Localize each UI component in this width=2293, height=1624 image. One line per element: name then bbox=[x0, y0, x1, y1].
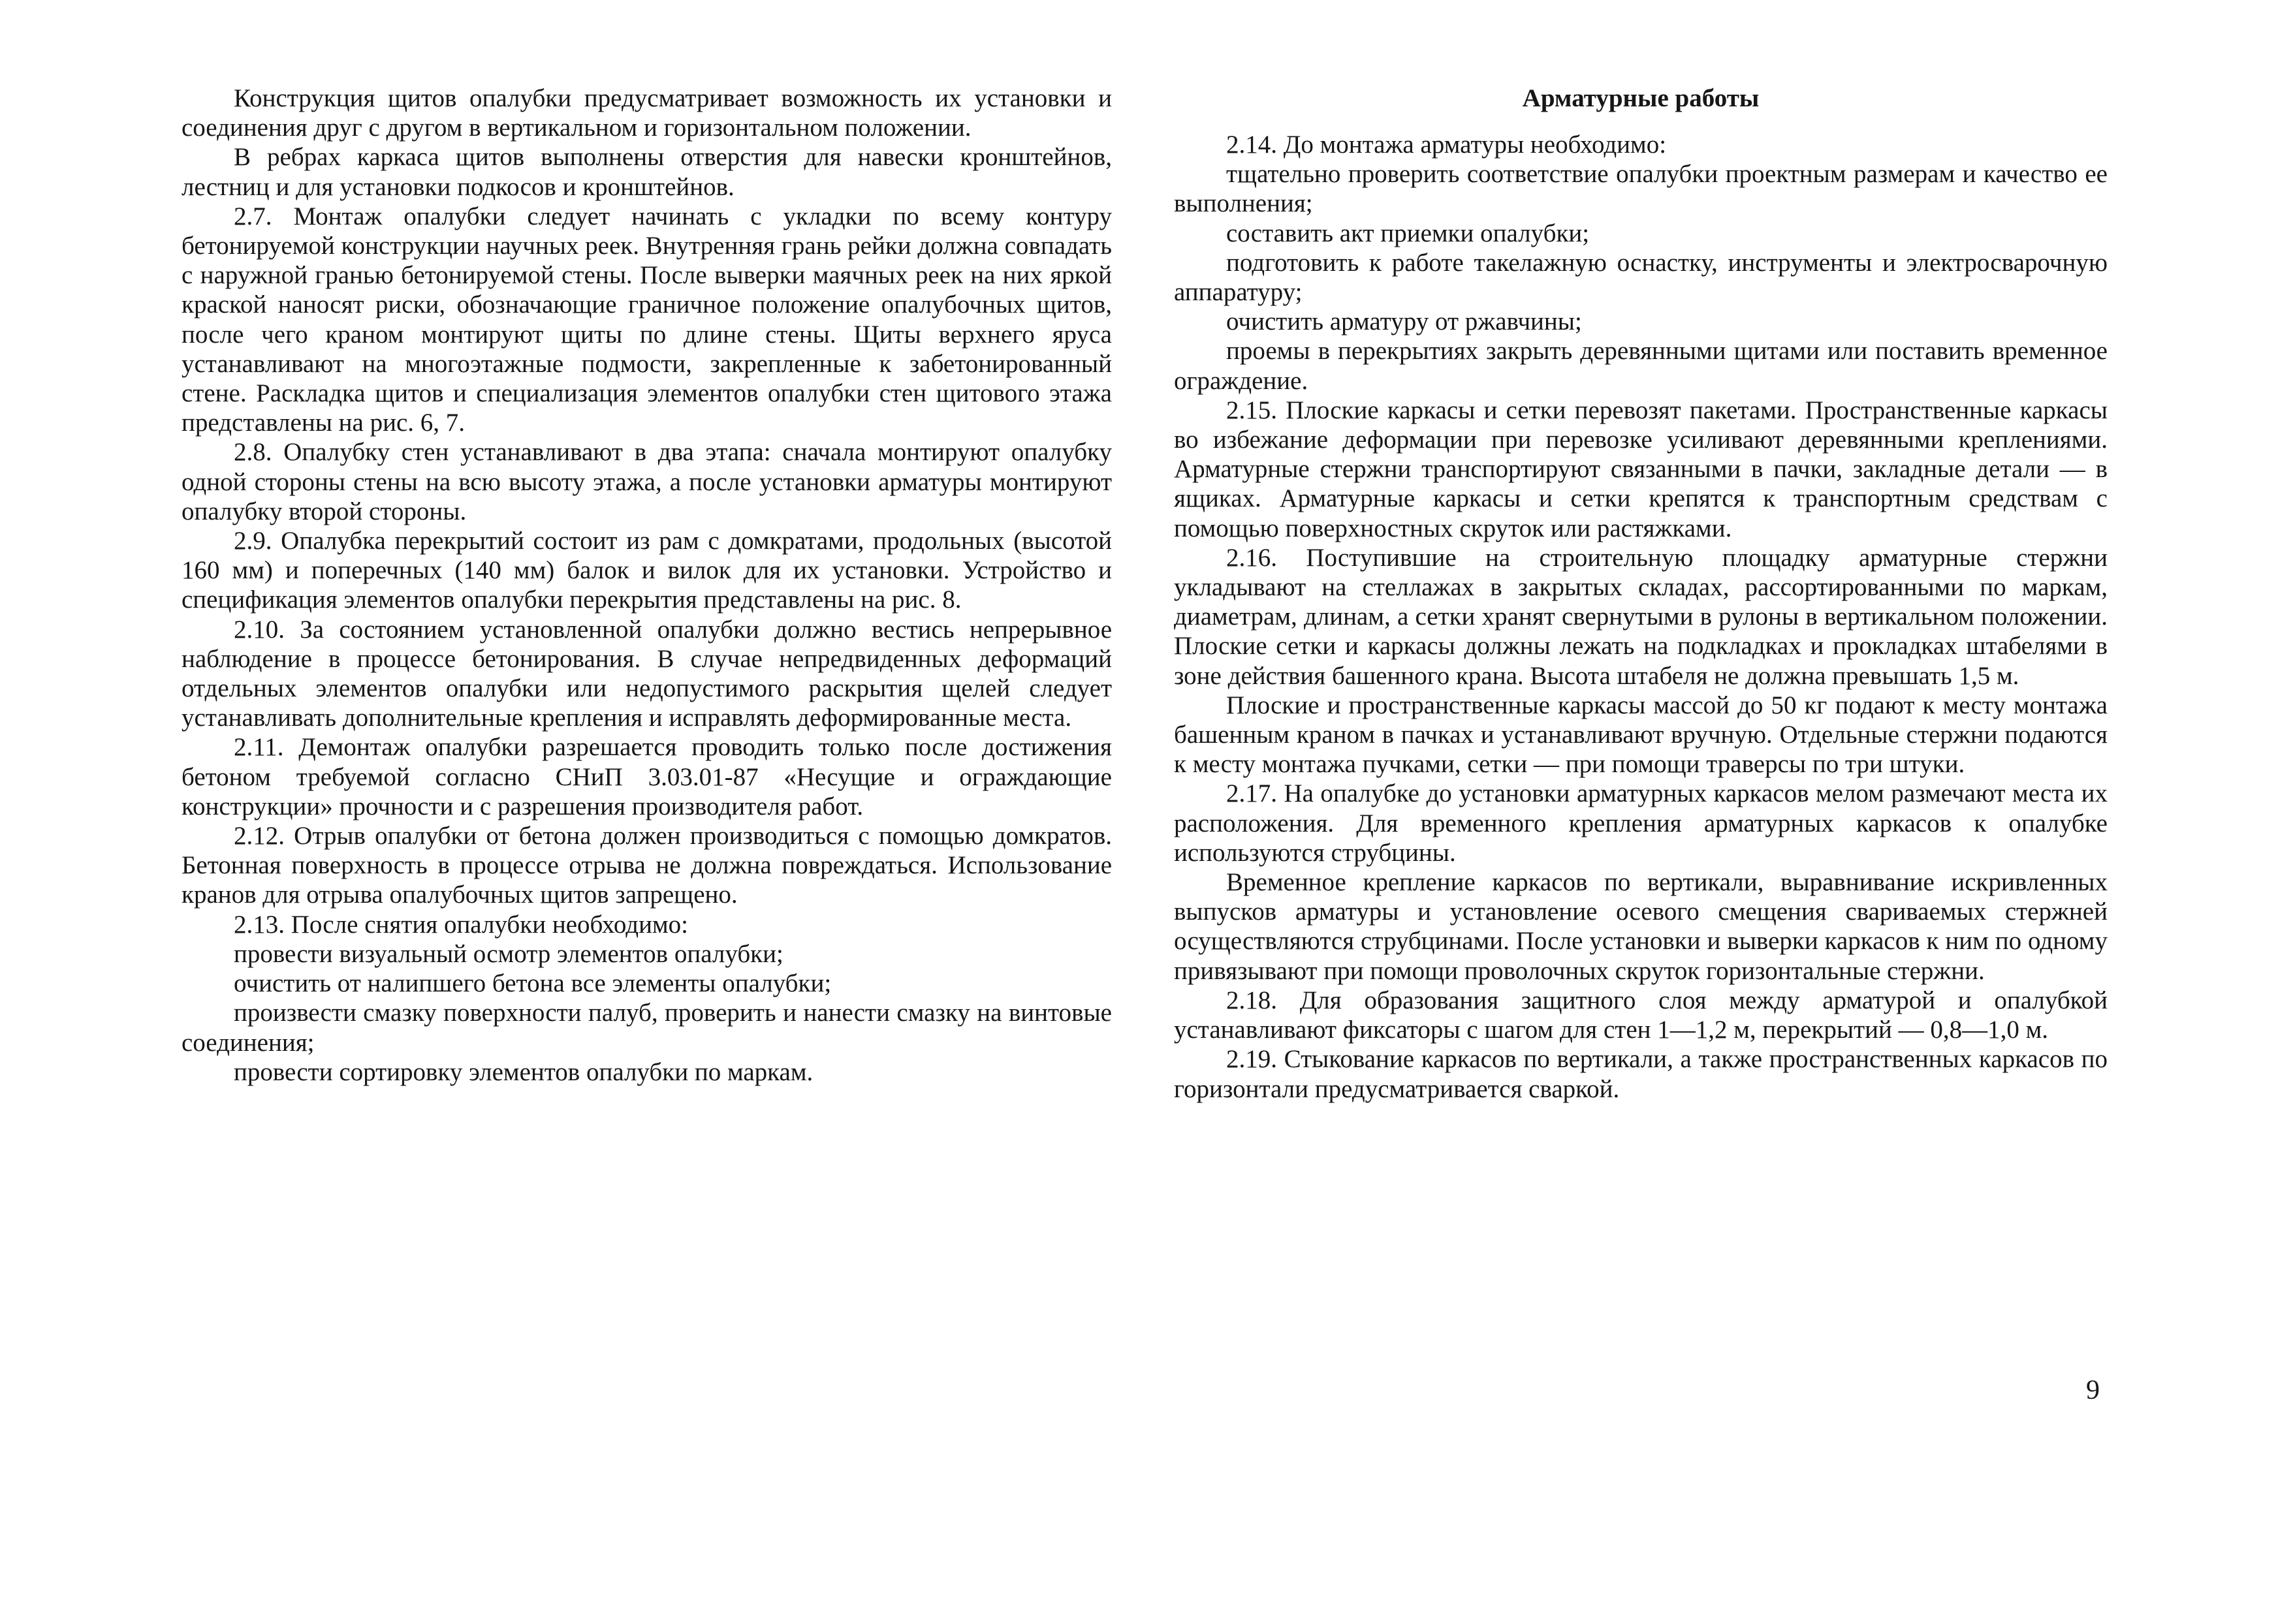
right-column bbox=[1174, 84, 2108, 1104]
list-item: провести сортировку элементов опалубки по маркам. bbox=[234, 1057, 814, 1086]
paragraph: 2.18. Для образования защитного слоя между арматурой и опалубкой устанавливают фиксаторы с шагом для стен 1—1,2 м, перекрытий — 0,8—1,0 м. bbox=[1174, 986, 2108, 1044]
paragraph: 2.17. На опалубке до установки арматурных каркасов мелом размечают места их расположения. Для временного крепления арматурных каркасов к опалубке используются струбцины. bbox=[1174, 779, 2108, 867]
list-item: очистить от налипшего бетона все элементы опалубки; bbox=[234, 969, 832, 998]
paragraph: 2.19. Стыкование каркасов по вертикали, а также пространственных каркасов по горизонтали предусматривается сваркой. bbox=[1174, 1045, 2108, 1103]
paragraph: 2.8. Опалубку стен устанавливают в два этапа: сначала монтируют опалубку одной стороны стены на всю высоту этажа, а после установки арматуры монтируют опалубку второй стороны. bbox=[182, 438, 1112, 525]
paragraph: 2.7. Монтаж опалубки следует начинать с укладки по всему контуру бетонируемой конструкции научных реек. Внутренняя грань рейки должна совпадать с наружной гранью бетонируемой стены. После выверки маячных реек на них яркой краской наносят риски, обозначающие граничное положение опалубочных щитов, после чего краном монтируют щиты по длине стены. Щиты верхнего яруса устанавливают на многоэтажные подмости, закрепленные к забетонированный стене. Раскладка щитов и специализация элементов опалубки стен щитового этажа представлены на рис. 6, 7. bbox=[182, 202, 1112, 437]
paragraph: 2.14. До монтажа арматуры необходимо: bbox=[1226, 131, 1667, 159]
list-item: тщательно проверить соответствие опалубки проектным размерам и качество ее выполнения; bbox=[1174, 160, 2108, 218]
paragraph: 2.11. Демонтаж опалубки разрешается проводить только после достижения бетоном требуемой согласно СНиП 3.03.01-87 «Несущие и ограждающие конструкции» прочности и с разрешения производителя работ. bbox=[182, 733, 1112, 820]
list-item: подготовить к работе такелажную оснастку, инструменты и электросварочную аппаратуру; bbox=[1174, 248, 2108, 307]
paragraph: 2.15. Плоские каркасы и сетки перевозят пакетами. Пространственные каркасы во избежание деформации при перевозке усиливают деревянными креплениями. Арматурные стержни транспортируют связанными в пачки, закладные детали — в ящиках. Арматурные каркасы и сетки крепятся к транспортным средствам с помощью поверхностных скруток или растяжками. bbox=[1174, 396, 2108, 542]
page-number: 9 bbox=[2086, 1375, 2100, 1405]
list-item: составить акт приемки опалубки; bbox=[1226, 219, 1590, 247]
list-item: проемы в перекрытиях закрыть деревянными щитами или поставить временное ограждение. bbox=[1174, 337, 2108, 395]
paragraph: 2.16. Поступившие на строительную площадку арматурные стержни укладывают на стеллажах в закрытых складах, рассортированными по маркам, диаметрам, длинам, а сетки хранят свернутыми в рулоны в вертикальном положении. Плоские сетки и каркасы должны лежать на подкладках и прокладках штабелями в зоне действия башенного крана. Высота штабеля не должна превышать 1,5 м. bbox=[1174, 543, 2108, 690]
paragraph: В ребрах каркаса щитов выполнены отверстия для навески кронштейнов, лестниц и для установки подкосов и кронштейнов. bbox=[182, 143, 1112, 201]
paragraph: 2.12. Отрыв опалубки от бетона должен производиться с помощью домкратов. Бетонная поверхность в процессе отрыва не должна повреждаться. Использование кранов для отрыва опалубочных щитов запрещено. bbox=[182, 822, 1112, 909]
left-column bbox=[182, 84, 1112, 1087]
list-item: очистить арматуру от ржавчины; bbox=[1226, 307, 1582, 336]
section-heading: Арматурные работы bbox=[1522, 84, 1760, 112]
paragraph: Временное крепление каркасов по вертикали, выравнивание искривленных выпусков арматуры и установление осевого смещения свариваемых стержней осуществляются струбцинами. После установки и выверки каркасов к ним по одному привязывают при помощи проволочных скруток горизонтальные стержни. bbox=[1174, 868, 2108, 985]
list-item: произвести смазку поверхности палуб, проверить и нанести смазку на винтовые соединения; bbox=[182, 999, 1112, 1057]
paragraph: 2.10. За состоянием установленной опалубки должно вестись непрерывное наблюдение в процессе бетонирования. В случае непредвиденных деформаций отдельных элементов опалубки или недопустимого раскрытия щелей следует устанавливать дополнительные крепления и исправлять деформированные места. bbox=[182, 615, 1112, 732]
paragraph: 2.13. После снятия опалубки необходимо: bbox=[234, 910, 688, 939]
paragraph: Конструкция щитов опалубки предусматривает возможность их установки и соединения друг с другом в вертикальном и горизонтальном положении. bbox=[182, 84, 1112, 142]
paragraph: Плоские и пространственные каркасы массой до 50 кг подают к месту монтажа башенным краном в пачках и устанавливают вручную. Отдельные стержни подаются к месту монтажа пучками, сетки — при помощи траверсы по три штуки. bbox=[1174, 691, 2108, 779]
list-item: провести визуальный осмотр элементов опалубки; bbox=[234, 939, 783, 968]
paragraph: 2.9. Опалубка перекрытий состоит из рам с домкратами, продольных (высотой 160 мм) и поперечных (140 мм) балок и вилок для их установки. Устройство и спецификация элементов опалубки перекрытия представлены на рис. 8. bbox=[182, 527, 1112, 614]
